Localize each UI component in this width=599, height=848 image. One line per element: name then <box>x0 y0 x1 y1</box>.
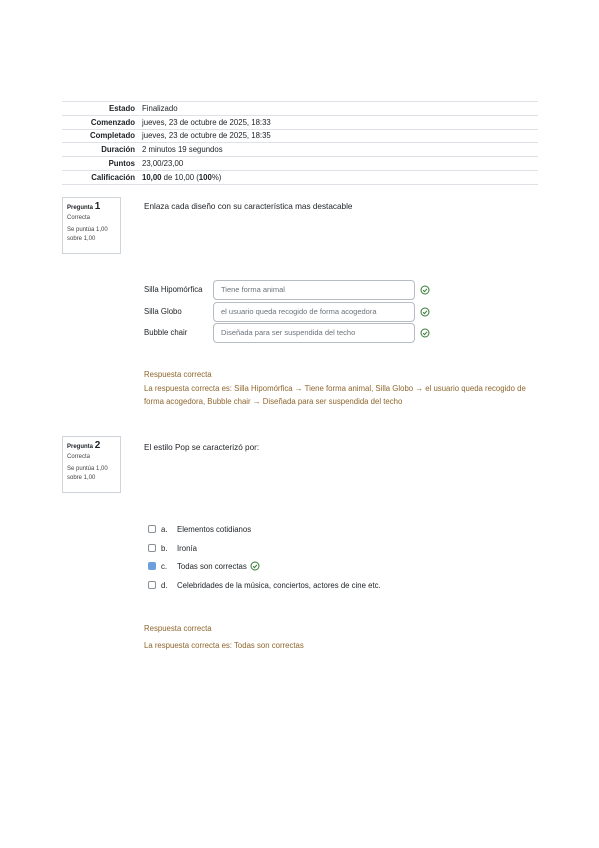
grade-score: 10,00 <box>142 172 162 182</box>
question-1-feedback <box>144 368 539 409</box>
question-grade: Se puntúa 1,00 sobre 1,00 <box>67 227 108 242</box>
option-d <box>148 579 381 591</box>
question-2-info <box>62 436 121 493</box>
feedback-text: La respuesta correcta es: Silla Hipomórfica → Tiene forma animal, Silla Globo → el usuario queda recogido de forma acogedora, Bubble chair → Diseñada para ser suspendida del techo <box>144 383 526 406</box>
match-select[interactable]: Diseñada para ser suspendida del techo <box>213 323 415 343</box>
option-a <box>148 523 251 535</box>
option-text: Ironía <box>177 543 197 553</box>
summary-value: jueves, 23 de octubre de 2025, 18:33 <box>142 117 271 127</box>
summary-label: Calificación <box>91 172 135 182</box>
match-row-1 <box>144 279 430 300</box>
feedback-text: La respuesta correcta es: Todas son correctas <box>144 640 304 650</box>
summary-row-comenzado <box>62 116 538 130</box>
summary-row-calificacion <box>62 171 538 185</box>
question-2-text: El estilo Pop se caracterizó por: <box>144 443 260 452</box>
summary-row-estado <box>62 102 538 116</box>
question-2-feedback <box>144 622 539 652</box>
option-letter: c. <box>161 561 168 571</box>
grade-percent: 100 <box>198 172 212 182</box>
summary-value: 2 minutos 19 segundos <box>142 145 223 155</box>
check-circle-icon <box>420 285 430 295</box>
summary-grade-value <box>142 173 538 182</box>
match-row-3 <box>144 322 430 343</box>
option-text: Todas son correctas <box>177 561 247 571</box>
summary-row-completado <box>62 130 538 144</box>
option-text: Celebridades de la música, conciertos, actores de cine etc. <box>177 580 381 590</box>
question-state: Correcta <box>67 215 91 221</box>
question-number-value: 1 <box>94 201 101 212</box>
option-checkbox-checked[interactable] <box>148 562 156 570</box>
question-number <box>67 201 116 214</box>
check-circle-icon <box>250 561 260 571</box>
question-number-value: 2 <box>94 440 101 451</box>
option-checkbox[interactable] <box>148 525 156 533</box>
summary-value: 23,00/23,00 <box>142 159 184 169</box>
summary-label: Estado <box>109 103 135 113</box>
match-label: Bubble chair <box>144 328 188 337</box>
summary-row-duracion <box>62 143 538 157</box>
option-letter: d. <box>161 580 168 590</box>
option-checkbox[interactable] <box>148 581 156 589</box>
option-letter: a. <box>161 524 168 534</box>
option-b <box>148 542 197 554</box>
question-word: Pregunta <box>67 444 94 450</box>
check-circle-icon <box>420 328 430 338</box>
attempt-summary-table <box>62 101 538 185</box>
option-c <box>148 560 260 572</box>
summary-row-puntos <box>62 157 538 171</box>
summary-value: Finalizado <box>142 103 178 113</box>
summary-label: Completado <box>89 131 135 141</box>
question-grade: Se puntúa 1,00 sobre 1,00 <box>67 466 108 481</box>
question-state: Correcta <box>67 454 91 460</box>
grade-mid: de 10,00 ( <box>161 172 199 182</box>
summary-label: Comenzado <box>90 117 135 127</box>
question-word: Pregunta <box>67 205 94 211</box>
check-circle-icon <box>420 307 430 317</box>
summary-label: Puntos <box>108 159 135 169</box>
match-row-2 <box>144 301 430 322</box>
match-select[interactable]: Tiene forma animal <box>213 280 415 300</box>
option-text: Elementos cotidianos <box>177 524 252 534</box>
summary-label: Duración <box>101 145 135 155</box>
feedback-title: Respuesta correcta <box>144 624 212 633</box>
question-number <box>67 440 116 453</box>
option-letter: b. <box>161 543 168 553</box>
match-label: Silla Hipomórfica <box>144 285 203 294</box>
question-1-text: Enlaza cada diseño con su característica mas destacable <box>144 202 353 211</box>
match-select[interactable]: el usuario queda recogido de forma acogedora <box>213 302 415 322</box>
option-checkbox[interactable] <box>148 544 156 552</box>
match-label: Silla Globo <box>144 307 182 316</box>
feedback-title: Respuesta correcta <box>144 370 212 379</box>
grade-end: %) <box>211 172 222 182</box>
summary-value: jueves, 23 de octubre de 2025, 18:35 <box>142 131 271 141</box>
question-1-info <box>62 197 121 254</box>
